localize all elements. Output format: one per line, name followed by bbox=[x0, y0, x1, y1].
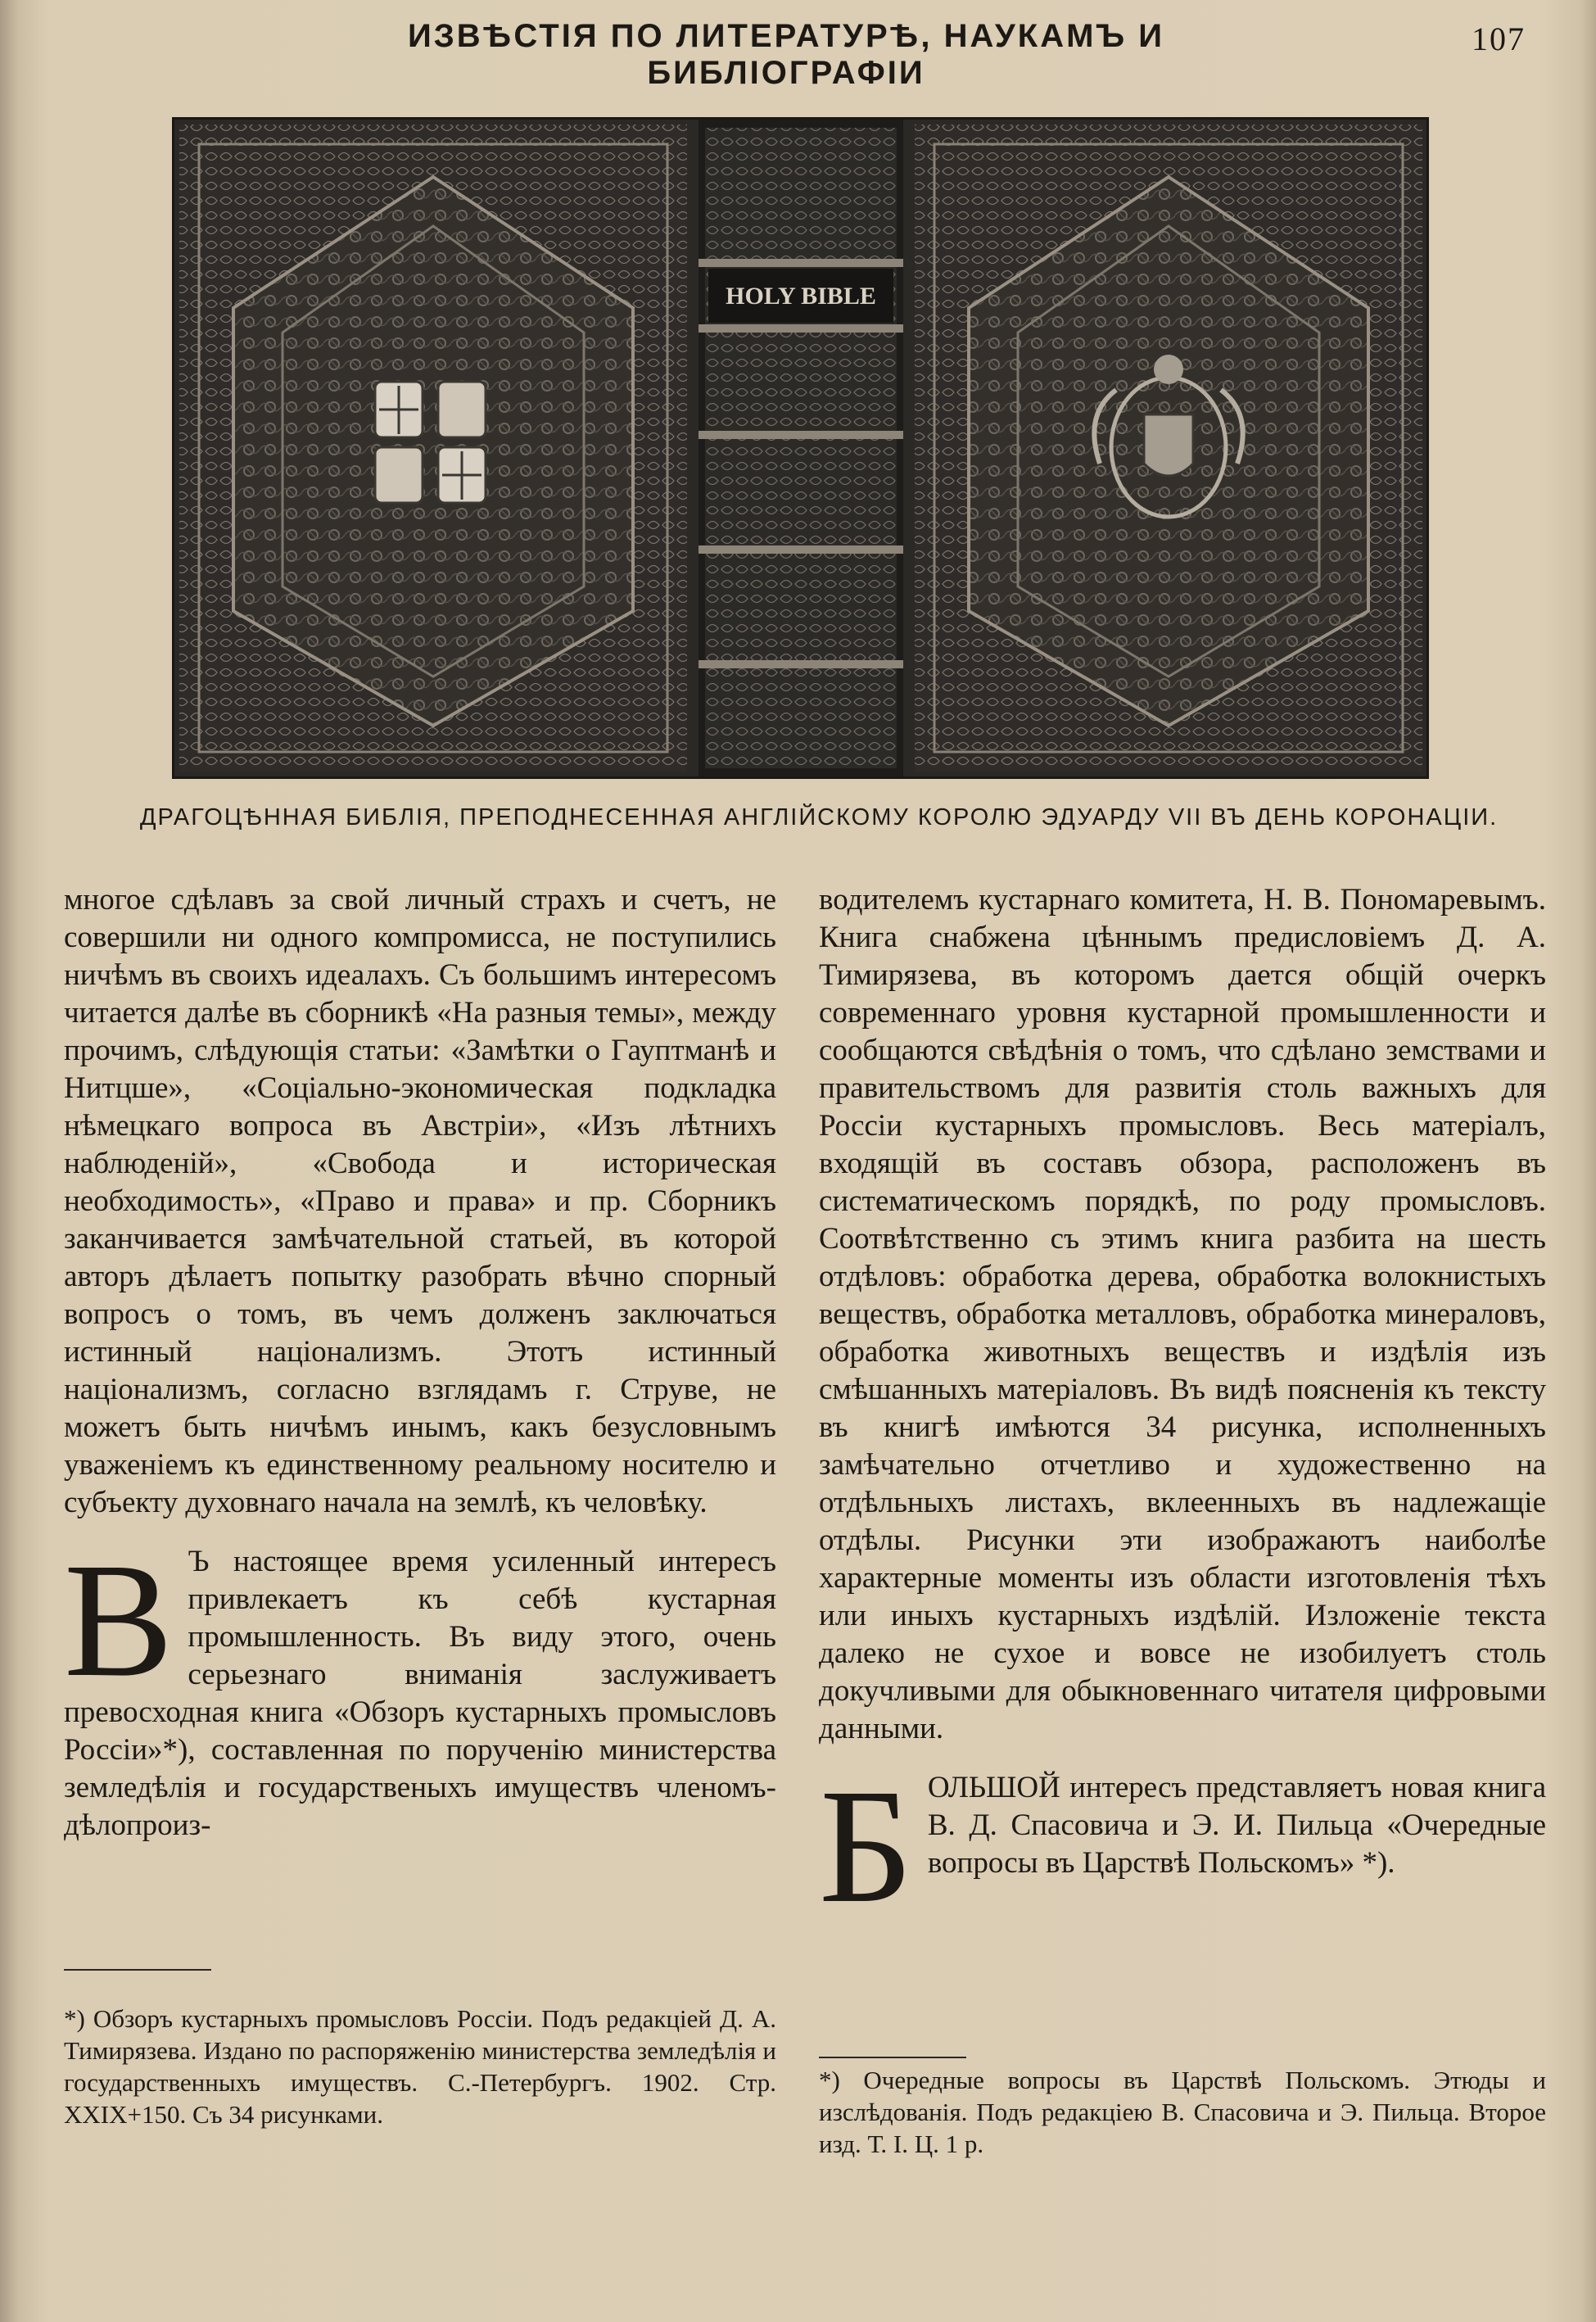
page-number: 107 bbox=[1472, 20, 1526, 57]
dropcap-lead-word: ОЛЬШОЙ bbox=[927, 1771, 1060, 1804]
page-header bbox=[0, 18, 1596, 91]
footnote-right: *) Очередные вопросы въ Царствѣ Польскомъ. Этюды и изслѣдованія. Подъ редакціею В. Спасовича и Э. Пильца. Второе изд. Т. I. Ц. 1 р. bbox=[819, 2066, 1546, 2158]
paragraph-text: Ъ настоящее время усиленный интересъ привлекаетъ къ себѣ кустарная промышленность. Въ виду этого, очень серьезнаго вниманія заслуживаетъ превосходная книга «Обзоръ кустарныхъ промысловъ Россіи»*), составленная по порученію министерства земледѣлія и государственыхъ имуществъ членомъ-дѣлопроиз- bbox=[64, 1545, 776, 1842]
article-paragraph-dropcap bbox=[64, 1530, 776, 1844]
drop-cap-letter: Б bbox=[819, 1756, 913, 1937]
running-title: ИЗВѢСТІЯ ПО ЛИТЕРАТУРѢ, НАУКАМЪ И БИБЛІОГРАФІИ bbox=[407, 18, 1165, 91]
figure-caption: ДРАГОЦѢННАЯ БИБЛІЯ, ПРЕПОДНЕСЕННАЯ АНГЛІЙСКОМУ КОРОЛЮ ЭДУАРДУ VII ВЪ ДЕНЬ КОРОНАЦІИ. bbox=[139, 804, 1499, 831]
left-column bbox=[64, 881, 776, 1844]
paragraph-text: интересъ представляетъ новая книга В. Д. Спасовича и Э. И. Пильца «Очередные вопросы въ Царствѣ Польскомъ» *). bbox=[927, 1771, 1546, 1880]
bible-binding-illustration bbox=[174, 120, 1426, 776]
article-paragraph-dropcap bbox=[819, 1756, 1546, 1937]
article-paragraph: многое сдѣлавъ за свой личный страхъ и счетъ, не совершили ни одного компромисса, не поступились ничѣмъ въ своихъ идеалахъ. Съ большимъ интересомъ читается далѣе въ сборникѣ «На разныя темы», между прочимъ, слѣдующія статьи: «Замѣтки о Гауптманѣ и Нитцше», «Соціально-экономическая подкладка нѣмецкаго вопроса въ Австріи», «Изъ лѣтнихъ наблюденій», «Свобода и историческая необходимость», «Право и права» и пр. Сборникъ заканчивается замѣчательной статьей, въ которой авторъ дѣлаетъ попытку разобрать вѣчно спорный вопросъ о томъ, въ чемъ долженъ заключаться истинный націонализмъ. Этотъ истинный націонализмъ, согласно взглядамъ г. Струве, не можетъ быть ничѣмъ инымъ, какъ безусловнымъ уваженіемъ къ единственному реальному носителю и субъекту духовнаго начала на землѣ, къ человѣку. bbox=[64, 883, 776, 1519]
drop-cap-letter: В bbox=[64, 1530, 174, 1711]
footnote-divider bbox=[819, 2057, 966, 2058]
footnote-divider bbox=[64, 1969, 211, 1971]
footnote-left: *) Обзоръ кустарныхъ промысловъ Россіи. Подъ редакціей Д. А. Тимирязева. Издано по распоряженію министерства земледѣлія и государственныхъ имуществъ. С.-Петербургъ. 1902. Стр. XXIX+150. Съ 34 рисунками. bbox=[64, 2004, 776, 2129]
spine-label: HOLY BIBLE bbox=[726, 283, 876, 310]
right-column bbox=[819, 881, 1546, 1937]
bible-binding-photo bbox=[172, 117, 1429, 779]
article-paragraph: водителемъ кустарнаго комитета, Н. В. Пономаревымъ. Книга снабжена цѣннымъ предисловіемъ Д. А. Тимирязева, въ которомъ дается общій очеркъ современнаго уровня кустарной промышленности и сообщаются свѣдѣнія о томъ, что сдѣлано земствами и правительствомъ для развитія столь важныхъ для Россіи кустарныхъ промысловъ. Весь матеріалъ, входящій въ составъ обзора, расположенъ въ систематическомъ порядкѣ, по роду промысловъ. Соотвѣтственно съ этимъ книга разбита на шесть отдѣловъ: обработка дерева, обработка волокнистыхъ веществъ, обработка металловъ, обработка минераловъ, обработка животныхъ веществъ и издѣлія изъ смѣшанныхъ матеріаловъ. Въ видѣ поясненія къ тексту въ книгѣ имѣются 34 рисунка, исполненныхъ замѣчательно отчетливо и художественно на отдѣльныхъ листахъ, вклеенныхъ въ надлежащіе отдѣлы. Рисунки эти изображаютъ наиболѣе характерные моменты изъ области изготовленія тѣхъ или иныхъ кустарныхъ издѣлій. Изложеніе текста далеко не сухое и вовсе не изобилуетъ столь докучливыми для обыкновеннаго читателя цифровыми данными. bbox=[819, 883, 1546, 1745]
